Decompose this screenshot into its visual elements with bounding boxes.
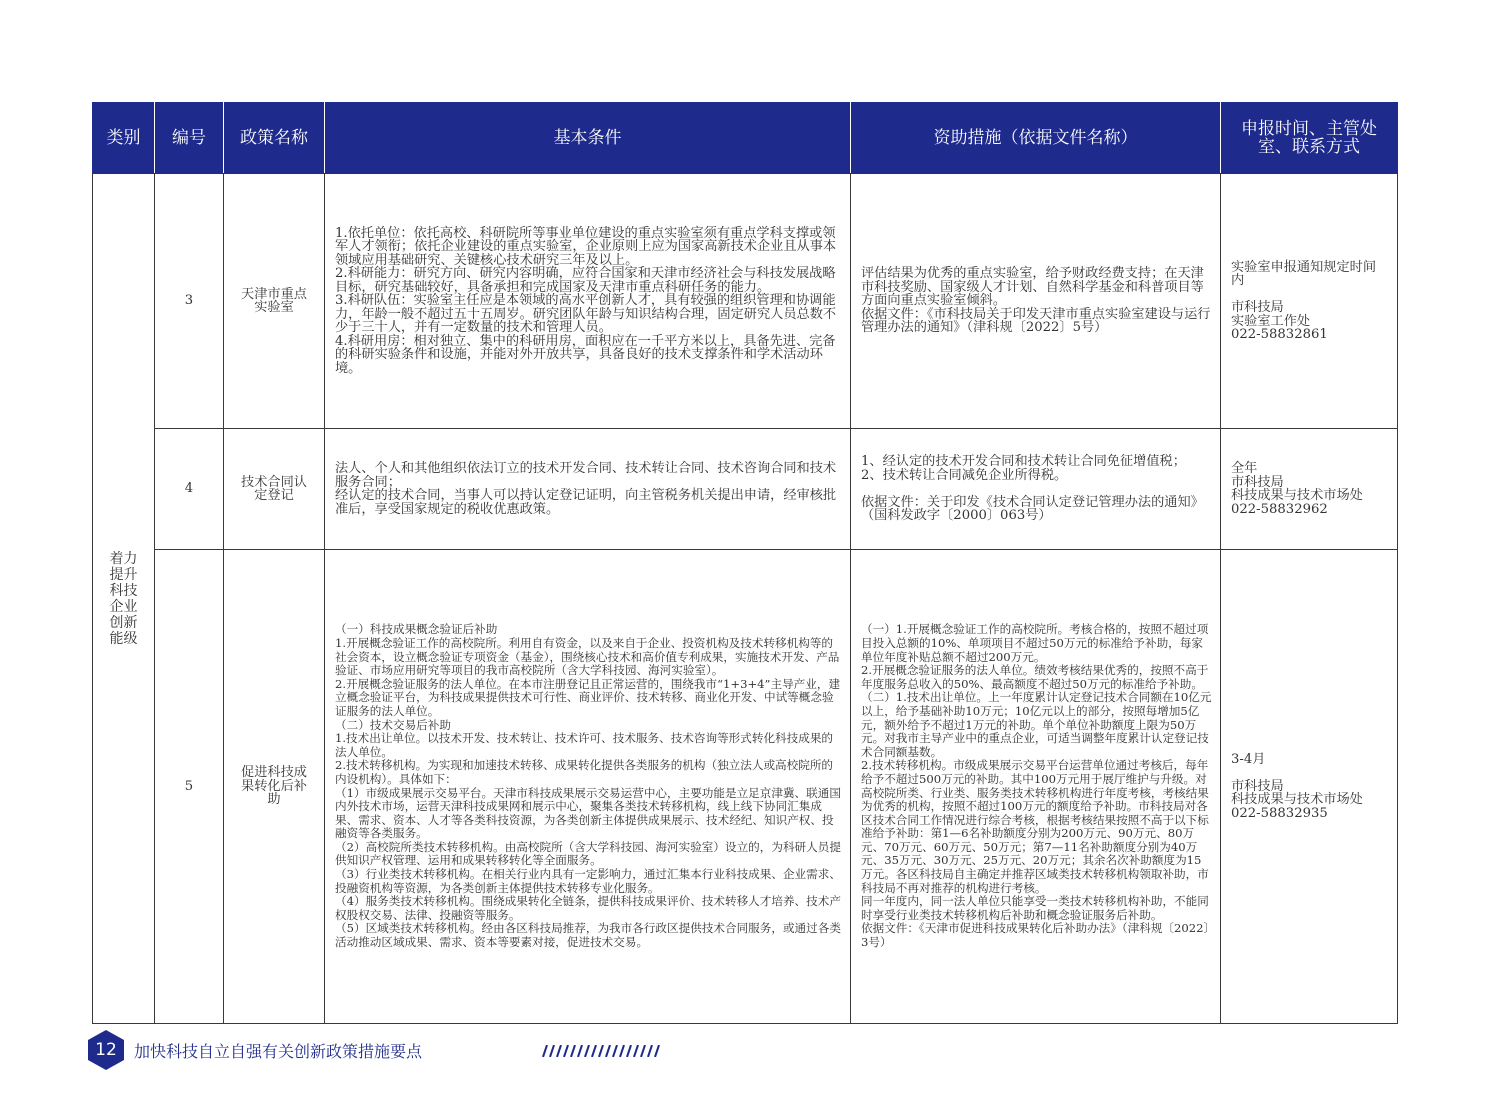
row-number: 5 [155, 550, 224, 1024]
table-row [93, 429, 1398, 550]
row-number: 3 [155, 174, 224, 429]
table-row [93, 550, 1398, 1024]
header-category: 类别 [93, 103, 155, 174]
policy-name: 促进科技成果转化后补助 [241, 765, 307, 808]
policy-name: 技术合同认定登记 [241, 474, 307, 503]
header-number: 编号 [155, 103, 224, 174]
header-support-measures: 资助措施（依据文件名称） [851, 103, 1221, 174]
policy-name-cell [224, 429, 325, 550]
decorative-stripes-icon [540, 1045, 662, 1057]
row-number: 4 [155, 429, 224, 550]
contact-cell: 3-4月 市科技局 科技成果与技术市场处 022-58832935 [1221, 550, 1398, 1024]
category-cell [93, 174, 155, 1024]
policy-name-cell [224, 550, 325, 1024]
footer-title: 加快科技自立自强有关创新政策措施要点 [134, 1042, 423, 1061]
table-row [93, 174, 1398, 429]
page-number: 12 [95, 1040, 117, 1060]
header-contact [1221, 103, 1398, 174]
table-header [93, 103, 1398, 174]
category-text: 着力提升科技企业创新能级 [109, 550, 138, 647]
policy-name-cell [224, 174, 325, 429]
header-contact-text: 申报时间、主管处室、联系方式 [1241, 119, 1377, 157]
measures-cell: 评估结果为优秀的重点实验室，给予财政经费支持；在天津市科技奖励、国家级人才计划、自然科学基金和科普项目等方面向重点实验室倾斜。 依据文件：《市科技局关于印发天津市重点实验室建设与运行管理办法的通知》（津科规〔2022〕5号） [851, 174, 1221, 429]
header-policy-name: 政策名称 [224, 103, 325, 174]
measures-cell: 1、经认定的技术开发合同和技术转让合同免征增值税； 2、技术转让合同减免企业所得税。 依据文件：关于印发《技术合同认定登记管理办法的通知》（国科发政字〔2000〕063号） [851, 429, 1221, 550]
contact-cell: 实验室申报通知规定时间内 市科技局 实验室工作处 022-58832861 [1221, 174, 1398, 429]
contact-cell: 全年 市科技局 科技成果与技术市场处 022-58832962 [1221, 429, 1398, 550]
measures-cell: （一）1.开展概念验证工作的高校院所。考核合格的，按照不超过项目投入总额的10%、单项项目不超过50万元的标准给予补助，每家单位年度补贴总额不超过200万元。 2.开展概念验证服务的法人单位。绩效考核结果优秀的，按照不高于年度服务总收入的50%、最高额度不超过50万元的标准给予补助。 （二）1.技术出让单位。上一年度累计认定登记技术合同额在10亿元以上，给予基础补助10万元；10亿元以上的部分，按照每增加5亿元，额外给予不超过1万元的补助。单个单位补助额度上限为50万元。对我市主导产业中的重点企业，可适当调整年度累计认定登记技术合同额基数。 2.技术转移机构。市级成果展示交易平台运营单位通过考核后，每年给予不超过500万元的补助。其中100万元用于展厅维护与升级。对高校院所类、行业类、服务类技术转移机构进行年度考核，考核结果为优秀的机构，按照不超过100万元的额度给予补助。市科技局对各区技术合同工作情况进行综合考核，根据考核结果按照不高于以下标准给予补助：第1—6名补助额度分别为200万元、90万元、80万元、70万元、60万元、50万元；第7—11名补助额度分别为40万元、35万元、30万元、25万元、20万元；其余名次补助额度为15万元。各区科技局自主确定并推荐区域类技术转移机构领取补助，市科技局不再对推荐的机构进行考核。 同一年度内，同一法人单位只能享受一类技术转移机构补助，不能同时享受行业类技术转移机构后补助和概念验证服务后补助。 依据文件：《天津市促进科技成果转化后补助办法》（津科规〔2022〕3号） [851, 550, 1221, 1024]
page-footer [88, 1030, 688, 1070]
conditions-cell: 1.依托单位：依托高校、科研院所等事业单位建设的重点实验室须有重点学科支撑或领军人才领衔；依托企业建设的重点实验室，企业原则上应为国家高新技术企业且从事本领域应用基础研究、关键核心技术研究三年及以上。 2.科研能力：研究方向、研究内容明确，应符合国家和天津市经济社会与科技发展战略目标，研究基础较好，具备承担和完成国家及天津市重点科研任务的能力。 3.科研队伍：实验室主任应是本领域的高水平创新人才，具有较强的组织管理和协调能力，年龄一般不超过五十五周岁。研究团队年龄与知识结构合理，固定研究人员总数不少于三十人，并有一定数量的技术和管理人员。 4.科研用房：相对独立、集中的科研用房，面积应在一千平方米以上，具备先进、完备的科研实验条件和设施，并能对外开放共享，具备良好的技术支撑条件和学术活动环境。 [325, 174, 851, 429]
policy-name: 天津市重点实验室 [241, 286, 307, 315]
conditions-cell: （一）科技成果概念验证后补助 1.开展概念验证工作的高校院所。利用自有资金，以及来自于企业、投资机构及技术转移机构等的社会资本，设立概念验证专项资金（基金），围绕核心技术和高价值专利成果，实施技术开发、产品验证、市场应用研究等项目的我市高校院所（含大学科技园、海河实验室）。 2.开展概念验证服务的法人单位。在本市注册登记且正常运营的，围绕我市“1+3+4”主导产业，建立概念验证平台，为科技成果提供技术可行性、商业评价、技术转移、商业化开发、中试等概念验证服务的法人单位。 （二）技术交易后补助 1.技术出让单位。以技术开发、技术转让、技术许可、技术服务、技术咨询等形式转化科技成果的法人单位。 2.技术转移机构。为实现和加速技术转移、成果转化提供各类服务的机构（独立法人或高校院所的内设机构）。具体如下： （1）市级成果展示交易平台。天津市科技成果展示交易运营中心，主要功能是立足京津冀、联通国内外技术市场，运营天津科技成果网和展示中心，聚集各类技术转移机构，线上线下协同汇集成果、需求、资本、人才等各类科技资源，为各类创新主体提供成果展示、技术经纪、知识产权、投融资等各类服务。 （2）高校院所类技术转移机构。由高校院所（含大学科技园、海河实验室）设立的，为科研人员提供知识产权管理、运用和成果转移转化等全面服务。 （3）行业类技术转移机构。在相关行业内具有一定影响力，通过汇集本行业科技成果、企业需求、投融资机构等资源，为各类创新主体提供技术转移专业化服务。 （4）服务类技术转移机构。围绕成果转化全链条，提供科技成果评价、技术转移人才培养、技术产权股权交易、法律、投融资等服务。 （5）区域类技术转移机构。经由各区科技局推荐，为我市各行政区提供技术合同服务，或通过各类活动推动区域成果、需求、资本等要素对接，促进技术交易。 [325, 550, 851, 1024]
policy-table [92, 102, 1398, 1024]
header-basic-conditions: 基本条件 [325, 103, 851, 174]
conditions-cell: 法人、个人和其他组织依法订立的技术开发合同、技术转让合同、技术咨询合同和技术服务合同； 经认定的技术合同，当事人可以持认定登记证明，向主管税务机关提出申请，经审核批准后，享受国家规定的税收优惠政策。 [325, 429, 851, 550]
